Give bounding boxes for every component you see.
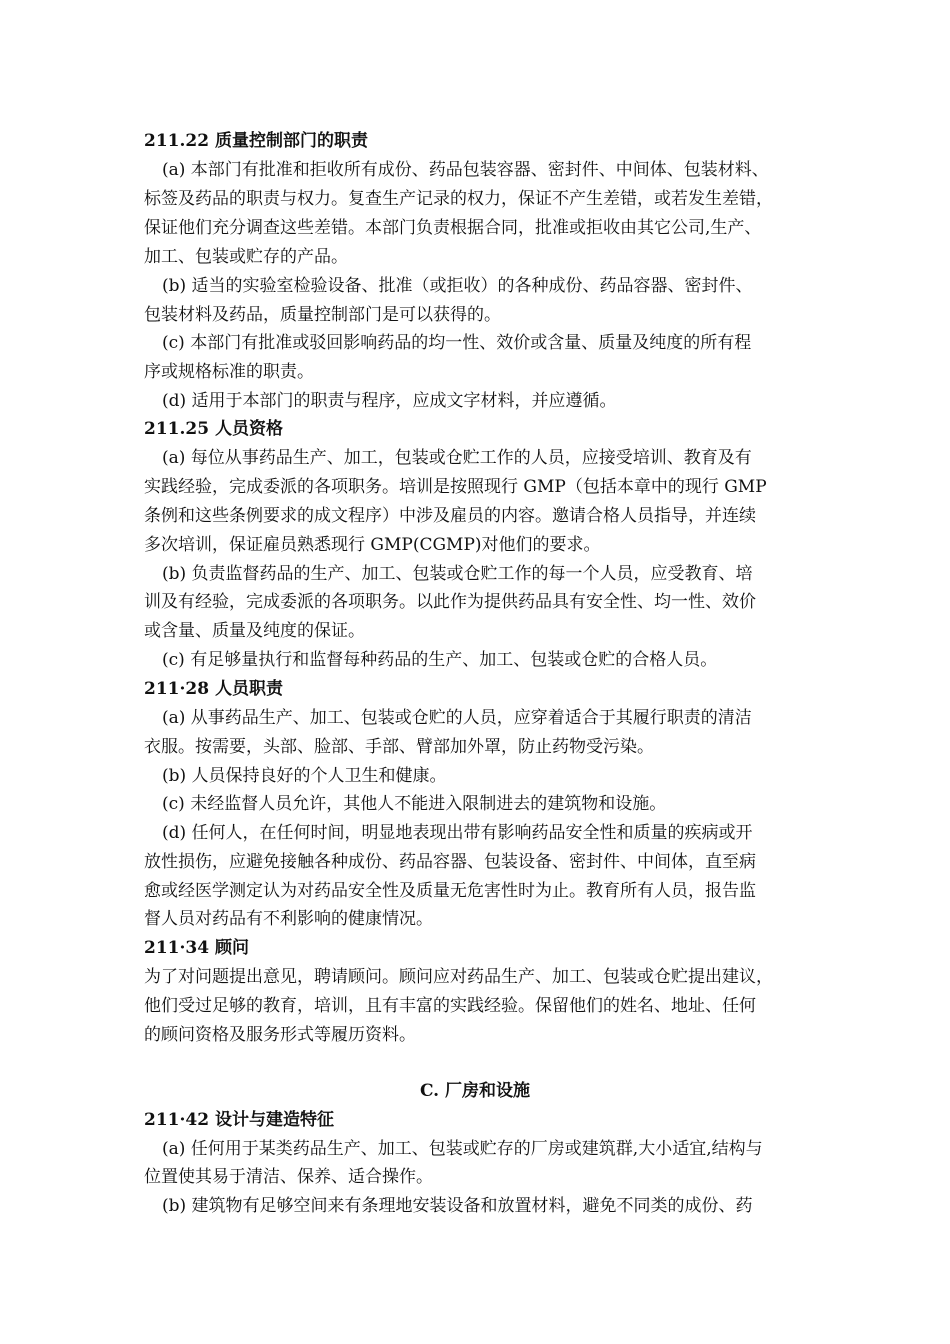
paragraph-line: (d) 适用于本部门的职责与程序，应成文字材料，并应遵循。 xyxy=(162,391,617,411)
paragraph-line: (b) 适当的实验室检验设备、批准（或拒收）的各种成份、药品容器、密封件、 xyxy=(162,276,753,296)
section-heading-211-34: 211·34 顾问 xyxy=(144,938,249,958)
paragraph-line: (c) 本部门有批准或驳回影响药品的均一性、效价或含量、质量及纯度的所有程 xyxy=(162,333,752,353)
chapter-heading-c: C. 厂房和设施 xyxy=(419,1081,531,1101)
paragraph-line: (a) 本部门有批准和拒收所有成份、药品包装容器、密封件、中间体、包装材料、 xyxy=(162,160,769,180)
paragraph-line: 或含量、质量及纯度的保证。 xyxy=(144,621,365,641)
paragraph-line: (c) 未经监督人员允许，其他人不能进入限制进去的建筑物和设施。 xyxy=(162,794,667,814)
section-heading-211-42: 211·42 设计与建造特征 xyxy=(144,1110,334,1130)
section-heading-211-28: 211·28 人员职责 xyxy=(144,679,283,699)
paragraph-line: 放性损伤，应避免接触各种成份、药品容器、包装设备、密封件、中间体，直至病 xyxy=(144,852,756,872)
paragraph-line: 条例和这些条例要求的成文程序）中涉及雇员的内容。邀请合格人员指导，并连续 xyxy=(144,506,756,526)
paragraph-line: (d) 任何人，在任何时间，明显地表现出带有影响药品安全性和质量的疾病或开 xyxy=(162,823,753,843)
paragraph-line: (b) 建筑物有足够空间来有条理地安装设备和放置材料，避免不同类的成份、药 xyxy=(162,1196,753,1216)
paragraph-line: 训及有经验，完成委派的各项职务。以此作为提供药品具有安全性、均一性、效价 xyxy=(144,592,756,612)
paragraph-line: 愈或经医学测定认为对药品安全性及质量无危害性时为止。教育所有人员，报告监 xyxy=(144,881,756,901)
paragraph-line: 为了对问题提出意见，聘请顾问。顾问应对药品生产、加工、包装或仓贮提出建议， xyxy=(144,967,773,987)
paragraph-line: 位置使其易于清洁、保养、适合操作。 xyxy=(144,1167,433,1187)
paragraph-line: (c) 有足够量执行和监督每种药品的生产、加工、包装或仓贮的合格人员。 xyxy=(162,650,718,670)
paragraph-line: 标签及药品的职责与权力。复查生产记录的权力，保证不产生差错，或若发生差错， xyxy=(144,189,773,209)
paragraph-line: (a) 从事药品生产、加工、包装或仓贮的人员，应穿着适合于其履行职责的清洁 xyxy=(162,708,752,728)
paragraph-line: 衣服。按需要，头部、脸部、手部、臂部加外罩，防止药物受污染。 xyxy=(144,737,654,757)
paragraph-line: 多次培训，保证雇员熟悉现行 GMP(CGMP)对他们的要求。 xyxy=(144,535,601,555)
paragraph-line: 实践经验，完成委派的各项职务。培训是按照现行 GMP（包括本章中的现行 GMP xyxy=(144,477,767,497)
section-heading-211-25: 211.25 人员资格 xyxy=(144,419,283,439)
paragraph-line: 保证他们充分调查这些差错。本部门负责根据合同，批准或拒收由其它公司,生产、 xyxy=(144,218,762,238)
paragraph-line: (b) 负责监督药品的生产、加工、包装或仓贮工作的每一个人员，应受教育、培 xyxy=(162,564,753,584)
paragraph-line: 他们受过足够的教育，培训，且有丰富的实践经验。保留他们的姓名、地址、任何 xyxy=(144,996,756,1016)
paragraph-line: (a) 任何用于某类药品生产、加工、包装或贮存的厂房或建筑群,大小适宜,结构与 xyxy=(162,1139,763,1159)
paragraph-line: (b) 人员保持良好的个人卫生和健康。 xyxy=(162,766,447,786)
paragraph-line: 包装材料及药品，质量控制部门是可以获得的。 xyxy=(144,305,501,325)
paragraph-line: 序或规格标准的职责。 xyxy=(144,362,314,382)
paragraph-line: 的顾问资格及服务形式等履历资料。 xyxy=(144,1025,416,1045)
section-heading-211-22: 211.22 质量控制部门的职责 xyxy=(144,131,368,151)
paragraph-line: (a) 每位从事药品生产、加工，包装或仓贮工作的人员，应接受培训、教育及有 xyxy=(162,448,752,468)
paragraph-line: 督人员对药品有不利影响的健康情况。 xyxy=(144,909,433,929)
paragraph-line: 加工、包装或贮存的产品。 xyxy=(144,247,348,267)
